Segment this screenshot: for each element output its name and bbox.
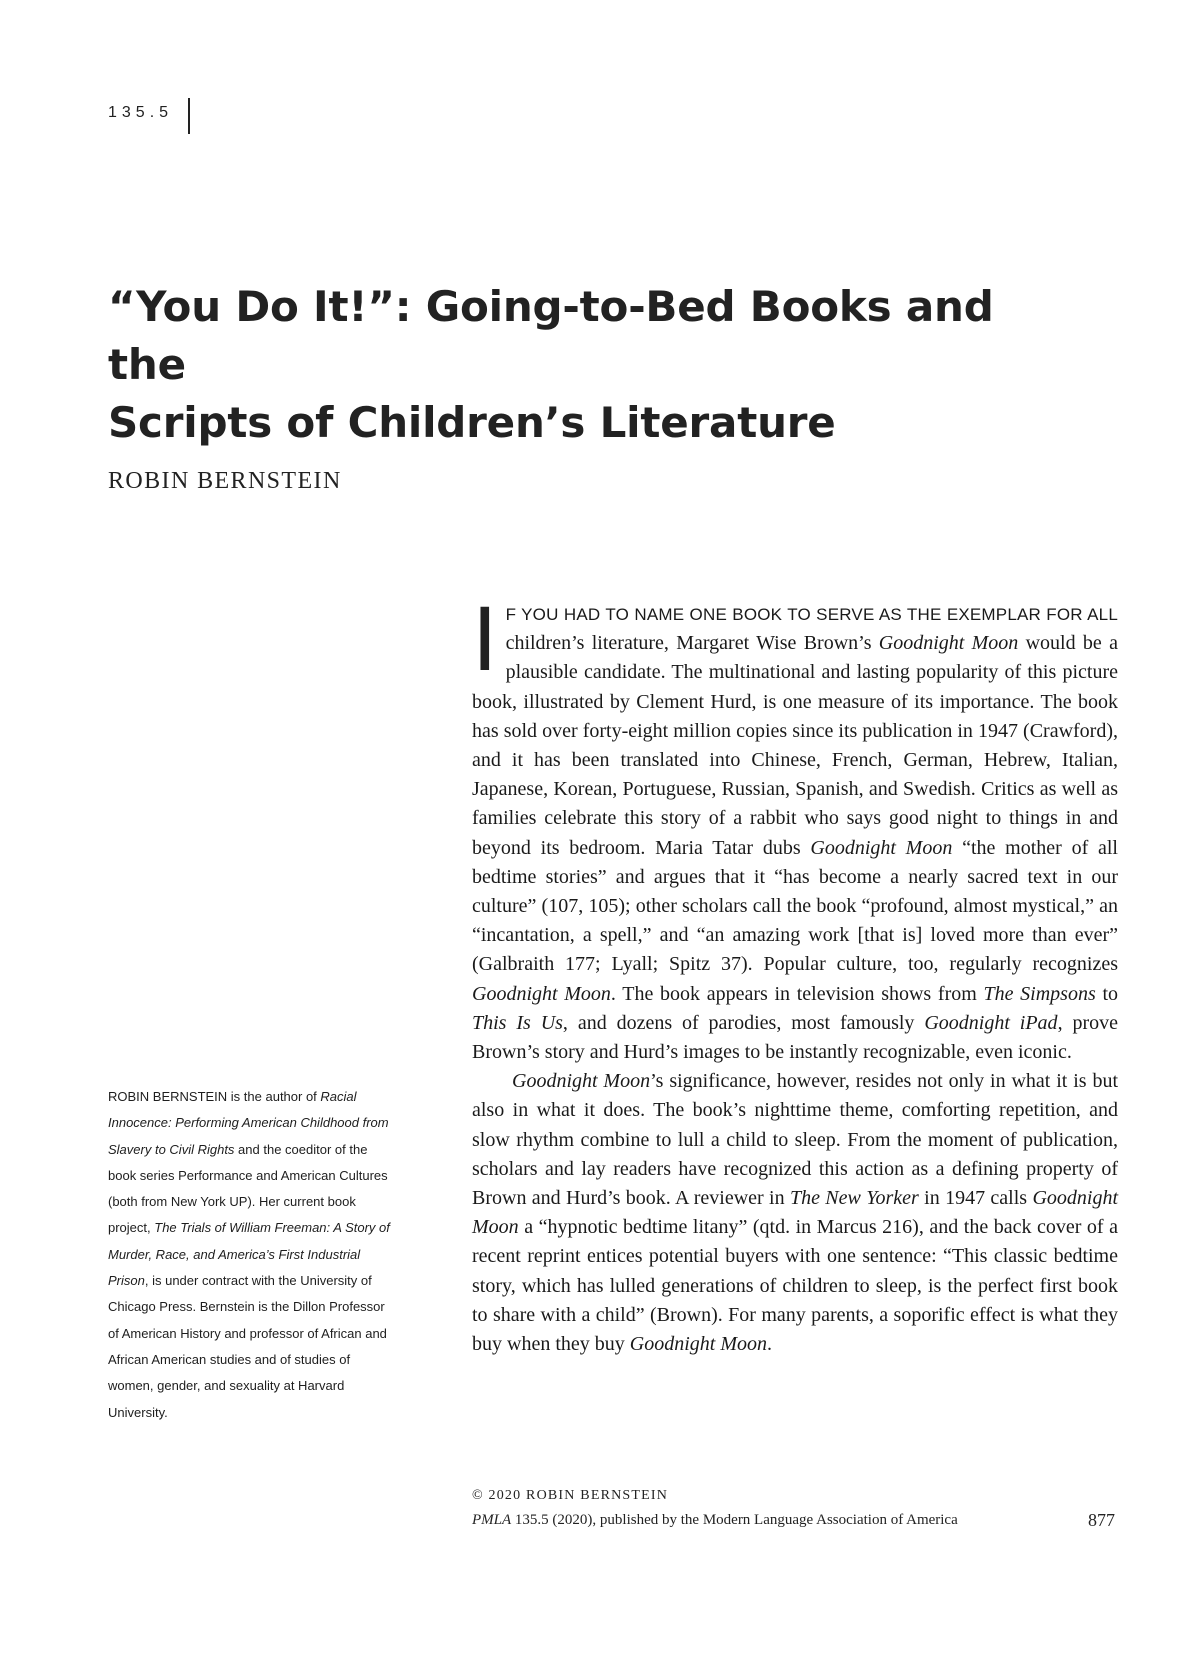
drop-cap: I bbox=[472, 588, 498, 690]
body-text: , and dozens of parodies, most famously bbox=[562, 1011, 925, 1034]
journal-citation bbox=[472, 1512, 958, 1529]
author-name: ROBIN BERNSTEIN bbox=[108, 468, 342, 494]
body-text: , prove Brown’s story and Hurd’s images to be instantly recognizable, even iconic. bbox=[472, 1011, 1118, 1064]
book-title: Goodnight iPad bbox=[924, 1011, 1058, 1034]
bio-book-title: Racial Innocence: Performing American Childhood from Slavery to Civil Rights bbox=[108, 1089, 389, 1157]
show-title: The Simpsons bbox=[983, 982, 1096, 1005]
page-number: 877 bbox=[1088, 1510, 1115, 1530]
bio-project-title: The Trials of William Freeman: A Story of Murder, Race, and America’s First Industrial Prison bbox=[108, 1220, 390, 1289]
book-title: Goodnight Moon bbox=[512, 1070, 651, 1093]
title-line-1: “You Do It!”: Going-to-Bed Books and the bbox=[108, 282, 994, 389]
paragraph-2 bbox=[472, 1067, 1118, 1359]
title-line-2: Scripts of Children’s Literature bbox=[108, 398, 836, 447]
show-title: This Is Us bbox=[472, 1011, 563, 1034]
issue-folio: 135.5 bbox=[108, 104, 174, 121]
article-title bbox=[108, 278, 1008, 452]
book-title: Goodnight Moon bbox=[472, 1187, 1118, 1239]
book-title: Goodnight Moon bbox=[878, 632, 1019, 655]
body-text: ’s significance, however, resides not only in what it is but also in what it does. The book’s nighttime theme, comforting repetition, and slow rhythm combine to lull a child to sleep. From the moment of publication, scholars and lay readers have recognized this action as a defining property of Brown and Hurd’s book. A reviewer in bbox=[472, 1070, 1118, 1210]
bio-text: , is under contract with the University of Chicago Press. Bernstein is the Dillon Professor of American History and professor of African and African American studies and of studies of women, gender, and sexuality at Harvard University. bbox=[108, 1273, 387, 1420]
bio-text: and the coeditor of the book series Performance and American Cultures (both from New York UP). Her current book project, bbox=[108, 1141, 388, 1236]
body-text: “the mother of all bedtime stories” and argues that it “has become a nearly sacred text in our culture” (107, 105); other scholars call the book “profound, almost mystical,” an “incantation, a spell,” and “an amazing work [that is] loved more than ever” (Galbraith 177; Lyall; Spitz 37). Popular culture, too, regularly recognizes bbox=[472, 836, 1118, 976]
book-title: Goodnight Moon bbox=[810, 836, 953, 859]
lead-in-caps: F YOU HAD TO NAME ONE BOOK TO SERVE AS THE EXEMPLAR FOR ALL bbox=[505, 605, 1118, 624]
folio-divider bbox=[188, 98, 190, 134]
author-bio bbox=[108, 1084, 394, 1426]
body-text: children’s literature, Margaret Wise Brown’s bbox=[505, 632, 879, 655]
body-text: . The book appears in television shows from bbox=[610, 982, 984, 1005]
copyright-line: © 2020 ROBIN BERNSTEIN bbox=[472, 1488, 669, 1503]
article-body bbox=[472, 588, 1118, 1359]
body-text: in 1947 calls bbox=[918, 1187, 1033, 1210]
body-text: would be a plausible candidate. The multinational and lasting popularity of this picture book, illustrated by Clement Hurd, is one measure of its importance. The book has sold over forty-eight million copies since its publication in 1947 (Crawford), and it has been translated into Chinese, French, German, Hebrew, Italian, Japanese, Korean, Portuguese, Russian, Spanish, and Swedish. Critics as well as families celebrate this story of a rabbit who says good night to things in and beyond its bedroom. Maria Tatar dubs bbox=[472, 632, 1118, 859]
body-text: a “hypnotic bedtime litany” (qtd. in Marcus 216), and the back cover of a recent reprint entices potential buyers with one sentence: “This classic bedtime story, which has lulled generations of children to sleep, is the perfect first book to share with a child” (Brown). For many parents, a soporific effect is what they buy when they buy bbox=[472, 1216, 1118, 1356]
book-title: Goodnight Moon bbox=[472, 982, 611, 1005]
journal-name: PMLA bbox=[472, 1512, 512, 1528]
magazine-title: The New Yorker bbox=[789, 1187, 919, 1210]
book-title: Goodnight Moon bbox=[629, 1333, 767, 1356]
paragraph-1 bbox=[472, 588, 1118, 1067]
body-text: . bbox=[766, 1333, 772, 1356]
bio-text: ROBIN BERNSTEIN is the author of bbox=[108, 1089, 321, 1104]
body-text: to bbox=[1095, 982, 1118, 1005]
journal-details: 135.5 (2020), published by the Modern Language Association of America bbox=[511, 1512, 958, 1528]
